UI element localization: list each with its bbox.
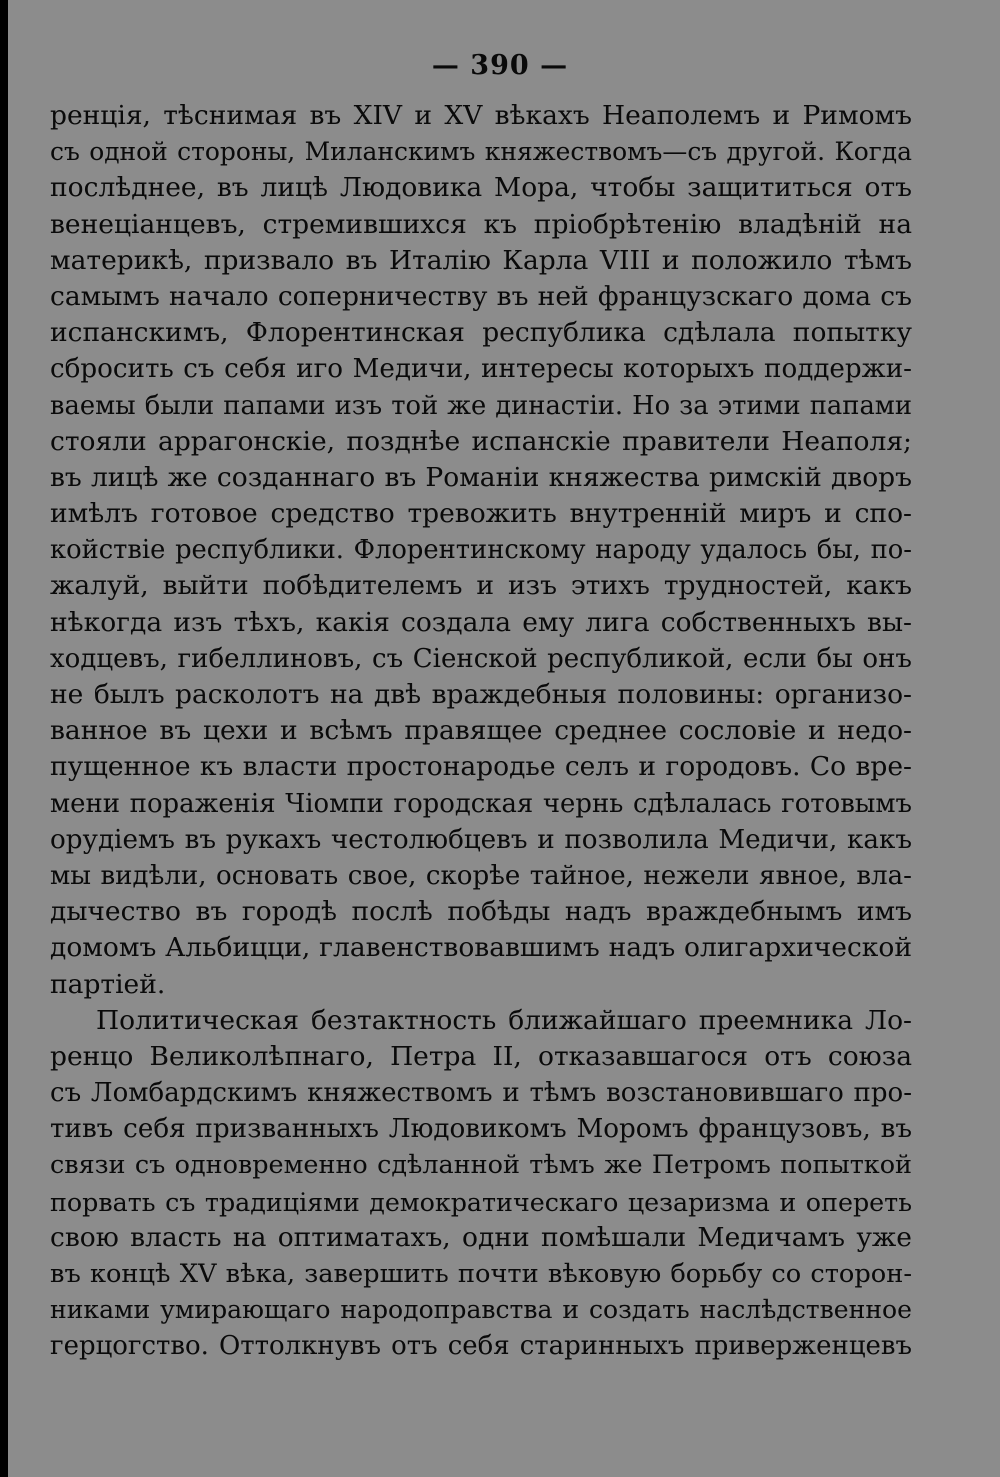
text-line: стояли аррагонскіе, позднѣе испанскіе правители Неаполя; [50, 425, 912, 457]
text-line: материкѣ, призвало въ Италію Карла VIII и положило тѣмъ [50, 244, 912, 276]
text-line: жалуй, выйти побѣдителемъ и изъ этихъ трудностей, какъ [50, 570, 912, 602]
text-line: послѣднее, въ лицѣ Людовика Мора, чтобы защититься отъ [50, 172, 912, 204]
text-line: домомъ Альбицци, главенствовавшимъ надъ олигархической [50, 932, 912, 964]
text-line: порвать съ традиціями демократическаго цезаризма и опереть [50, 1186, 912, 1217]
text-line: ренція, тѣснимая въ XIV и XV вѣкахъ Неаполемъ и Римомъ [50, 100, 912, 131]
text-line: никами умирающаго народоправства и создать наслѣдственное [50, 1295, 912, 1325]
text-line: койствіе республики. Флорентинскому народу удалось бы, по- [50, 535, 912, 566]
text-line: орудіемъ въ рукахъ честолюбцевъ и позволила Медичи, какъ [50, 824, 912, 855]
text-line: съ Ломбардскимъ княжествомъ и тѣмъ возстановившаго про- [50, 1078, 912, 1109]
text-line: дычество въ городѣ послѣ побѣды надъ враждебнымъ имъ [50, 896, 912, 928]
text-line: венеціанцевъ, стремившихся къ пріобрѣтенію владѣній на [50, 208, 912, 240]
text-line: мени пораженія Чіомпи городская чернь сдѣлалась готовымъ [50, 788, 912, 819]
text-line: свою власть на оптиматахъ, одни помѣшали Медичамъ уже [50, 1221, 912, 1253]
text-line: имѣлъ готовое средство тревожить внутренній миръ и спо- [50, 498, 912, 530]
text-line: не былъ расколотъ на двѣ враждебныя половины: организо- [50, 679, 912, 710]
text-line: нѣкогда изъ тѣхъ, какія создала ему лига собственныхъ вы- [50, 606, 912, 638]
text-line: ванное въ цехи и всѣмъ правящее среднее сословіе и недо- [50, 715, 912, 747]
text-line: ходцевъ, гибеллиновъ, съ Сіенской республикой, если бы онъ [50, 643, 912, 674]
text-line: въ лицѣ же созданнаго въ Романіи княжества римскій дворъ [50, 461, 912, 493]
text-line: связи съ одновременно сдѣланной тѣмъ же Петромъ попыткой [50, 1150, 912, 1181]
text-line: въ концѣ XV вѣка, завершить почти вѣковую борьбу со сторон- [50, 1259, 912, 1289]
text-line: самымъ начало соперничеству въ ней французскаго дома съ [50, 280, 912, 312]
text-line: сбросить съ себя иго Медичи, интересы которыхъ поддержи- [50, 354, 912, 385]
text-line: мы видѣли, основать свое, скорѣе тайное, нежели явное, вла- [50, 860, 912, 891]
book-page [8, 0, 1000, 1477]
text-line: герцогство. Оттолкнувъ отъ себя старинныхъ приверженцевъ [50, 1331, 912, 1362]
text-line: испанскимъ, Флорентинская республика сдѣлала попытку [50, 317, 912, 349]
text-line: тивъ себя призванныхъ Людовикомъ Моромъ французовъ, въ [50, 1114, 912, 1145]
body-text [50, 98, 912, 1365]
text-line: съ одной стороны, Миланскимъ княжествомъ—съ другой. Когда [50, 137, 912, 167]
text-line: пущенное къ власти простонародье селъ и городовъ. Со вре- [50, 751, 912, 783]
text-line: ренцо Великолѣпнаго, Петра II, отказавшагося отъ союза [50, 1040, 912, 1072]
text-line: Политическая безтактность ближайшаго преемника Ло- [96, 1004, 912, 1036]
page-number: — 390 — [431, 50, 569, 81]
text-line: ваемы были папами изъ той же династіи. Но за этими папами [50, 390, 912, 421]
text-line: партіей. [50, 968, 166, 1000]
